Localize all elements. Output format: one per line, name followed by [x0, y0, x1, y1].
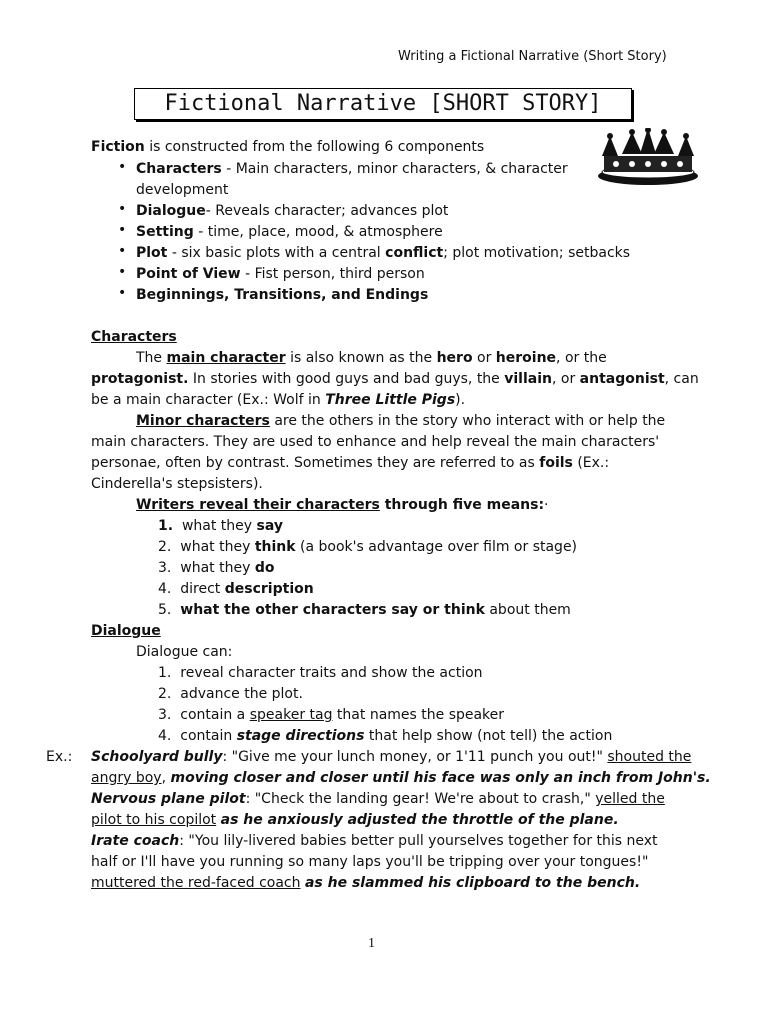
paragraph-line: Minor characters are the others in the story who interact with or help the — [136, 413, 666, 429]
paragraph-line: protagonist. In stories with good guys and bad guys, the villain, or antagonist, can — [91, 371, 699, 387]
paragraph-line: personae, often by contrast. Sometimes they are referred to as foils (Ex.: — [91, 455, 610, 471]
example-line: half or I'll have you running so many laps you'll be tripping over your tongues!" — [91, 854, 649, 870]
list-item: 2. what they think (a book's advantage over film or stage) — [158, 539, 578, 555]
example-line: Schoolyard bully: "Give me your lunch money, or 1'11 punch you out!" shouted the — [91, 749, 692, 765]
intro-line: Fiction is constructed from the following 6 components — [91, 139, 485, 155]
example-line: angry boy, moving closer and closer until his face was only an inch from John's. — [91, 770, 711, 786]
list-item: 1. what they say — [158, 518, 284, 534]
component-item: Dialogue- Reveals character; advances plot — [136, 203, 449, 219]
component-item-wrap: development — [136, 182, 229, 198]
means-heading: Writers reveal their characters through five means:· — [136, 497, 549, 513]
list-item: 5. what the other characters say or think about them — [158, 602, 571, 618]
example-label: Ex.: — [46, 749, 73, 765]
example-line: pilot to his copilot as he anxiously adjusted the throttle of the plane. — [91, 812, 619, 828]
dialogue-intro: Dialogue can: — [136, 644, 233, 660]
component-item: Beginnings, Transitions, and Endings — [136, 287, 429, 303]
paragraph-line: be a main character (Ex.: Wolf in Three Little Pigs). — [91, 392, 466, 408]
example-line: Nervous plane pilot: "Check the landing gear! We're about to crash," yelled the — [91, 791, 665, 807]
paragraph-line: Cinderella's stepsisters). — [91, 476, 263, 492]
component-item: Setting - time, place, mood, & atmosphere — [136, 224, 443, 240]
page-number: 1 — [368, 936, 375, 951]
list-item: 4. contain stage directions that help show (not tell) the action — [158, 728, 613, 744]
paragraph-line: The main character is also known as the hero or heroine, or the — [136, 350, 607, 366]
paragraph-line: main characters. They are used to enhance and help reveal the main characters' — [91, 434, 660, 450]
list-item: 2. advance the plot. — [158, 686, 303, 702]
list-item: 3. what they do — [158, 560, 275, 576]
component-item: Characters - Main characters, minor characters, & character — [136, 161, 568, 177]
page-title: Fictional Narrative [SHORT STORY] — [134, 88, 632, 120]
section-heading-dialogue: Dialogue — [91, 623, 161, 639]
list-item: 3. contain a speaker tag that names the speaker — [158, 707, 505, 723]
component-item: Plot - six basic plots with a central conflict; plot motivation; setbacks — [136, 245, 631, 261]
section-heading-characters: Characters — [91, 329, 177, 345]
list-item: 1. reveal character traits and show the action — [158, 665, 483, 681]
crown-icon — [596, 128, 700, 188]
page-header: Writing a Fictional Narrative (Short Story) — [398, 49, 667, 64]
list-item: 4. direct description — [158, 581, 314, 597]
component-item: Point of View - Fist person, third person — [136, 266, 425, 282]
example-line: muttered the red-faced coach as he slammed his clipboard to the bench. — [91, 875, 641, 891]
example-line: Irate coach: "You lily-livered babies better pull yourselves together for this next — [91, 833, 658, 849]
